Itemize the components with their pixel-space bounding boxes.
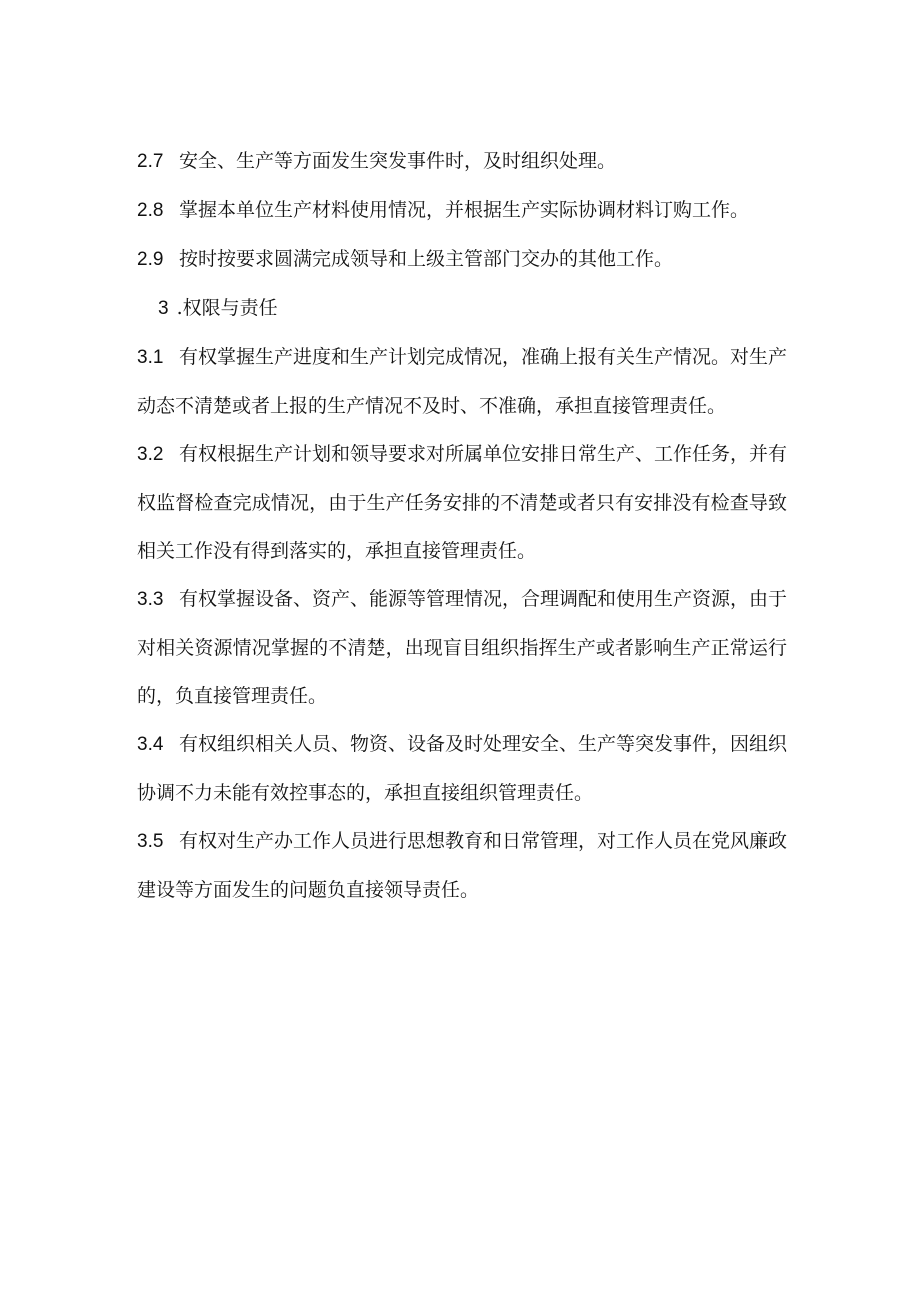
paragraph-text: 按时按要求圆满完成领导和上级主管部门交办的其他工作。	[179, 248, 674, 270]
paragraph-number: 3.2	[137, 444, 164, 465]
paragraph-3-1	[137, 333, 787, 430]
paragraph-2-9	[137, 235, 787, 284]
paragraph-number: 2.7	[137, 151, 164, 172]
paragraph-number: 3.4	[137, 734, 164, 755]
paragraph-text: 有权根据生产计划和领导要求对所属单位安排日常生产、工作任务，并有权监督检查完成情况，由于生产任务安排的不清楚或者只有安排没有检查导致相关工作没有得到落实的，承担直接管理责任。	[137, 443, 788, 562]
document-body	[137, 137, 787, 914]
paragraph-number: 2.8	[137, 200, 164, 221]
paragraph-text: 安全、生产等方面发生突发事件时，及时组织处理。	[179, 150, 617, 172]
paragraph-3-4	[137, 720, 787, 817]
paragraph-2-8	[137, 186, 787, 235]
section-title: .权限与责任	[176, 297, 278, 319]
paragraph-text: 有权组织相关人员、物资、设备及时处理安全、生产等突发事件，因组织协调不力未能有效控事态的，承担直接组织管理责任。	[137, 733, 788, 804]
paragraph-number: 2.9	[137, 249, 164, 270]
paragraph-3-3	[137, 575, 787, 720]
section-heading	[137, 284, 787, 333]
section-number: 3	[158, 298, 169, 319]
paragraph-2-7	[137, 137, 787, 186]
paragraph-number: 3.5	[137, 831, 164, 852]
paragraph-text: 有权掌握生产进度和生产计划完成情况，准确上报有关生产情况。对生产动态不清楚或者上报的生产情况不及时、不准确，承担直接管理责任。	[137, 346, 788, 417]
paragraph-3-2	[137, 430, 787, 575]
paragraph-text: 掌握本单位生产材料使用情况，并根据生产实际协调材料订购工作。	[179, 199, 750, 221]
paragraph-3-5	[137, 817, 787, 914]
paragraph-number: 3.3	[137, 589, 164, 610]
paragraph-text: 有权对生产办工作人员进行思想教育和日常管理，对工作人员在党风廉政建设等方面发生的问题负直接领导责任。	[137, 830, 788, 901]
paragraph-number: 3.1	[137, 347, 164, 368]
paragraph-text: 有权掌握设备、资产、能源等管理情况，合理调配和使用生产资源，由于对相关资源情况掌握的不清楚，出现盲目组织指挥生产或者影响生产正常运行的，负直接管理责任。	[137, 588, 788, 707]
